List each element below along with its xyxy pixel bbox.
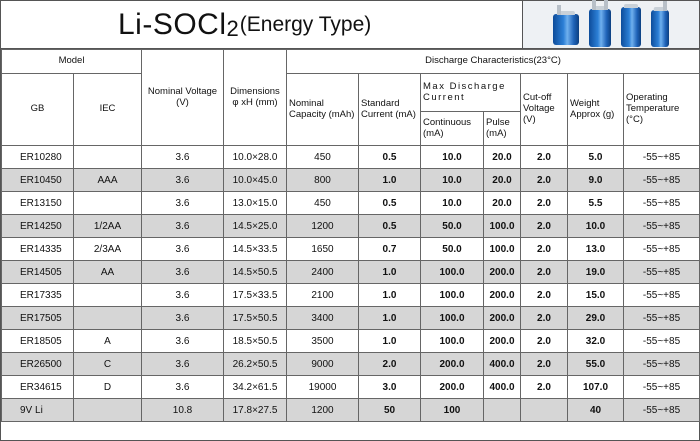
cell-cutoff: 2.0 xyxy=(521,284,568,307)
cell-weight: 107.0 xyxy=(568,376,624,399)
cell-voltage: 3.6 xyxy=(142,330,224,353)
cell-dimensions: 10.0×28.0 xyxy=(224,146,287,169)
header-cutoff-voltage: Cut-off Voltage (V) xyxy=(521,74,568,146)
cell-standard-current: 1.0 xyxy=(359,307,421,330)
cell-cutoff: 2.0 xyxy=(521,192,568,215)
cell-gb: ER34615 xyxy=(2,376,74,399)
table-row xyxy=(2,353,700,376)
cell-continuous: 100.0 xyxy=(421,261,484,284)
cell-pulse: 20.0 xyxy=(484,146,521,169)
cell-iec: 1/2AA xyxy=(74,215,142,238)
cell-continuous: 100.0 xyxy=(421,307,484,330)
cell-pulse xyxy=(484,399,521,422)
cell-iec: C xyxy=(74,353,142,376)
cell-dimensions: 17.5×33.5 xyxy=(224,284,287,307)
battery-image-4 xyxy=(651,10,669,47)
title-suffix: (Energy Type) xyxy=(239,12,372,36)
cell-voltage: 3.6 xyxy=(142,192,224,215)
cell-cutoff: 2.0 xyxy=(521,330,568,353)
cell-continuous: 10.0 xyxy=(421,192,484,215)
cell-continuous: 100 xyxy=(421,399,484,422)
cell-voltage: 3.6 xyxy=(142,376,224,399)
cell-weight: 29.0 xyxy=(568,307,624,330)
cell-iec: AAA xyxy=(74,169,142,192)
cell-cutoff: 2.0 xyxy=(521,215,568,238)
cell-continuous: 50.0 xyxy=(421,238,484,261)
header-standard-current: Standard Current (mA) xyxy=(359,74,421,146)
cell-weight: 5.0 xyxy=(568,146,624,169)
cell-cutoff: 2.0 xyxy=(521,353,568,376)
cell-gb: ER13150 xyxy=(2,192,74,215)
cell-dimensions: 14.5×33.5 xyxy=(224,238,287,261)
cell-capacity: 1200 xyxy=(287,215,359,238)
cell-temp: -55~+85 xyxy=(624,238,700,261)
cell-temp: -55~+85 xyxy=(624,284,700,307)
cell-continuous: 10.0 xyxy=(421,169,484,192)
cell-weight: 10.0 xyxy=(568,215,624,238)
cell-capacity: 3400 xyxy=(287,307,359,330)
cell-dimensions: 17.5×50.5 xyxy=(224,307,287,330)
header-gb: GB xyxy=(2,74,74,146)
table-row xyxy=(2,146,700,169)
table-row xyxy=(2,215,700,238)
battery-image-1 xyxy=(553,14,579,45)
cell-temp: -55~+85 xyxy=(624,376,700,399)
cell-gb: 9V Li xyxy=(2,399,74,422)
cell-voltage: 3.6 xyxy=(142,146,224,169)
cell-cutoff: 2.0 xyxy=(521,376,568,399)
cell-continuous: 100.0 xyxy=(421,284,484,307)
cell-iec: D xyxy=(74,376,142,399)
table-row xyxy=(2,169,700,192)
cell-pulse: 20.0 xyxy=(484,169,521,192)
cell-iec xyxy=(74,307,142,330)
cell-temp: -55~+85 xyxy=(624,169,700,192)
cell-standard-current: 1.0 xyxy=(359,169,421,192)
battery-image-3 xyxy=(621,7,641,47)
cell-capacity: 2100 xyxy=(287,284,359,307)
header-pulse: Pulse (mA) xyxy=(484,112,521,146)
cell-dimensions: 13.0×15.0 xyxy=(224,192,287,215)
table-row xyxy=(2,330,700,353)
cell-iec xyxy=(74,192,142,215)
cell-weight: 32.0 xyxy=(568,330,624,353)
cell-iec: A xyxy=(74,330,142,353)
title-row xyxy=(1,1,699,49)
cell-continuous: 50.0 xyxy=(421,215,484,238)
cell-capacity: 2400 xyxy=(287,261,359,284)
cell-gb: ER14250 xyxy=(2,215,74,238)
cell-capacity: 450 xyxy=(287,192,359,215)
cell-continuous: 200.0 xyxy=(421,376,484,399)
cell-pulse: 400.0 xyxy=(484,353,521,376)
header-nominal-voltage: Nominal Voltage (V) xyxy=(142,50,224,146)
cell-weight: 55.0 xyxy=(568,353,624,376)
title-main: Li-SOCl xyxy=(118,7,227,41)
cell-dimensions: 14.5×25.0 xyxy=(224,215,287,238)
cell-weight: 5.5 xyxy=(568,192,624,215)
cell-standard-current: 0.7 xyxy=(359,238,421,261)
cell-continuous: 200.0 xyxy=(421,353,484,376)
cell-continuous: 100.0 xyxy=(421,330,484,353)
cell-pulse: 200.0 xyxy=(484,284,521,307)
cell-iec: AA xyxy=(74,261,142,284)
table-row xyxy=(2,307,700,330)
cell-capacity: 450 xyxy=(287,146,359,169)
cell-gb: ER17505 xyxy=(2,307,74,330)
table-row xyxy=(2,399,700,422)
header-model: Model xyxy=(2,50,142,74)
cell-pulse: 100.0 xyxy=(484,215,521,238)
title-subscript: 2 xyxy=(226,15,239,41)
cell-temp: -55~+85 xyxy=(624,307,700,330)
header-iec: IEC xyxy=(74,74,142,146)
cell-gb: ER14505 xyxy=(2,261,74,284)
cell-standard-current: 0.5 xyxy=(359,215,421,238)
cell-standard-current: 2.0 xyxy=(359,353,421,376)
cell-gb: ER26500 xyxy=(2,353,74,376)
cell-cutoff: 2.0 xyxy=(521,146,568,169)
cell-voltage: 3.6 xyxy=(142,307,224,330)
cell-cutoff: 2.0 xyxy=(521,169,568,192)
cell-gb: ER10280 xyxy=(2,146,74,169)
header-continuous: Continuous (mA) xyxy=(421,112,484,146)
cell-cutoff xyxy=(521,399,568,422)
cell-iec xyxy=(74,399,142,422)
cell-capacity: 9000 xyxy=(287,353,359,376)
cell-dimensions: 14.5×50.5 xyxy=(224,261,287,284)
cell-voltage: 3.6 xyxy=(142,238,224,261)
cell-gb: ER17335 xyxy=(2,284,74,307)
table-row xyxy=(2,261,700,284)
cell-voltage: 3.6 xyxy=(142,215,224,238)
cell-temp: -55~+85 xyxy=(624,261,700,284)
cell-standard-current: 1.0 xyxy=(359,261,421,284)
cell-pulse: 400.0 xyxy=(484,376,521,399)
cell-weight: 13.0 xyxy=(568,238,624,261)
cell-cutoff: 2.0 xyxy=(521,238,568,261)
cell-standard-current: 3.0 xyxy=(359,376,421,399)
cell-temp: -55~+85 xyxy=(624,353,700,376)
cell-capacity: 1650 xyxy=(287,238,359,261)
cell-weight: 40 xyxy=(568,399,624,422)
cell-continuous: 10.0 xyxy=(421,146,484,169)
battery-image-2 xyxy=(589,9,611,47)
cell-voltage: 3.6 xyxy=(142,169,224,192)
cell-capacity: 1200 xyxy=(287,399,359,422)
cell-standard-current: 50 xyxy=(359,399,421,422)
table-row xyxy=(2,238,700,261)
cell-pulse: 200.0 xyxy=(484,261,521,284)
cell-cutoff: 2.0 xyxy=(521,307,568,330)
cell-dimensions: 26.2×50.5 xyxy=(224,353,287,376)
cell-gb: ER10450 xyxy=(2,169,74,192)
battery-photo xyxy=(523,1,699,48)
cell-capacity: 19000 xyxy=(287,376,359,399)
cell-temp: -55~+85 xyxy=(624,192,700,215)
cell-dimensions: 10.0×45.0 xyxy=(224,169,287,192)
cell-weight: 15.0 xyxy=(568,284,624,307)
cell-temp: -55~+85 xyxy=(624,146,700,169)
table-row xyxy=(2,192,700,215)
cell-temp: -55~+85 xyxy=(624,330,700,353)
table-row xyxy=(2,284,700,307)
cell-voltage: 10.8 xyxy=(142,399,224,422)
cell-iec xyxy=(74,146,142,169)
header-max-discharge: Max Discharge Current xyxy=(421,74,521,112)
cell-gb: ER18505 xyxy=(2,330,74,353)
cell-standard-current: 1.0 xyxy=(359,330,421,353)
header-operating-temp: Operating Temperature (°C) xyxy=(624,74,700,146)
cell-iec: 2/3AA xyxy=(74,238,142,261)
cell-standard-current: 0.5 xyxy=(359,146,421,169)
header-weight: Weight Approx (g) xyxy=(568,74,624,146)
cell-capacity: 3500 xyxy=(287,330,359,353)
table-row xyxy=(2,376,700,399)
header-nominal-capacity: Nominal Capacity (mAh) xyxy=(287,74,359,146)
cell-standard-current: 0.5 xyxy=(359,192,421,215)
cell-voltage: 3.6 xyxy=(142,353,224,376)
cell-weight: 19.0 xyxy=(568,261,624,284)
cell-voltage: 3.6 xyxy=(142,261,224,284)
cell-temp: -55~+85 xyxy=(624,215,700,238)
cell-pulse: 200.0 xyxy=(484,330,521,353)
cell-dimensions: 18.5×50.5 xyxy=(224,330,287,353)
cell-capacity: 800 xyxy=(287,169,359,192)
cell-gb: ER14335 xyxy=(2,238,74,261)
cell-pulse: 200.0 xyxy=(484,307,521,330)
cell-pulse: 100.0 xyxy=(484,238,521,261)
cell-dimensions: 34.2×61.5 xyxy=(224,376,287,399)
cell-voltage: 3.6 xyxy=(142,284,224,307)
header-discharge: Discharge Characteristics(23°C) xyxy=(287,50,700,74)
cell-temp: -55~+85 xyxy=(624,399,700,422)
title-cell xyxy=(1,1,523,48)
cell-pulse: 20.0 xyxy=(484,192,521,215)
cell-standard-current: 1.0 xyxy=(359,284,421,307)
cell-dimensions: 17.8×27.5 xyxy=(224,399,287,422)
header-dimensions: Dimensions φ xH (mm) xyxy=(224,50,287,146)
spec-table xyxy=(1,49,700,422)
cell-iec xyxy=(74,284,142,307)
cell-weight: 9.0 xyxy=(568,169,624,192)
cell-cutoff: 2.0 xyxy=(521,261,568,284)
